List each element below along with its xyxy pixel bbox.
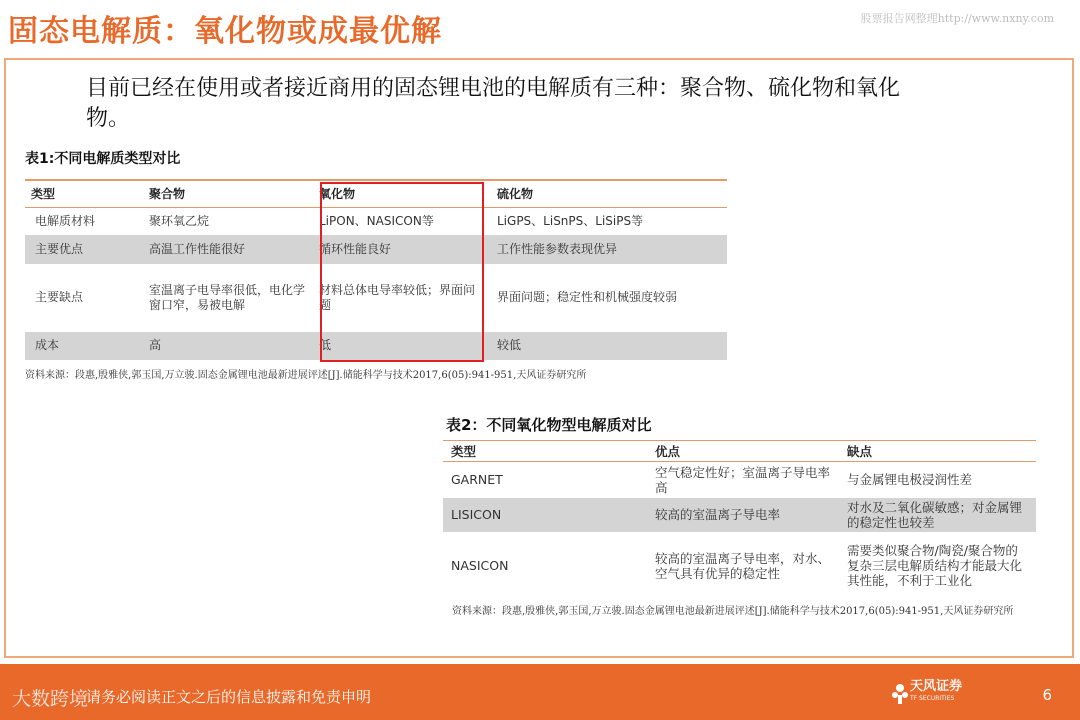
table-cell: 聚环氧乙烷 bbox=[149, 213, 210, 228]
table-header-cell: 优点 bbox=[645, 441, 839, 462]
tf-securities-logo-icon bbox=[892, 683, 908, 705]
table-cell: 工作性能参数表现优异 bbox=[497, 241, 618, 256]
table-cell: 主要优点 bbox=[35, 241, 84, 256]
table-cell: 高温工作性能很好 bbox=[149, 241, 246, 256]
table-header-cell: 类型 bbox=[443, 441, 645, 462]
table-cell: LISICON bbox=[451, 507, 502, 522]
brand-name: 天风证券 bbox=[910, 679, 963, 694]
table-cell: 与金属锂电极浸润性差 bbox=[847, 472, 973, 488]
table-header-cell: 缺点 bbox=[839, 441, 1036, 462]
table-header-cell: 类型 bbox=[25, 180, 143, 208]
table-header-cell: 氧化物 bbox=[313, 180, 491, 208]
disclaimer-text: 请务必阅读正文之后的信息披露和免责申明 bbox=[86, 688, 372, 706]
table2-source: 资料来源：段惠,殷雅侠,郭玉国,万立骏.固态金属锂电池最新进展评述[J].储能科学与技术2017,6(05):941-951,天风证券研究所 bbox=[452, 606, 1014, 617]
table-cell: 材料总体电导率较低；界面问题 bbox=[319, 282, 476, 312]
table-row bbox=[443, 498, 1036, 532]
table-row bbox=[443, 532, 1036, 600]
page-title: 固态电解质：氧化物或成最优解 bbox=[8, 14, 442, 49]
table-cell: 室温离子电导率很低，电化学窗口窄，易被电解 bbox=[149, 282, 306, 312]
brand-english: TF SECURITIES bbox=[910, 695, 955, 702]
table-cell: 成本 bbox=[35, 338, 60, 352]
table-cell: 空气稳定性好；室温离子导电率高 bbox=[655, 464, 831, 495]
table-cell: 较高的室温离子导电率，对水、空气具有优异的稳定性 bbox=[655, 550, 831, 581]
table-cell: 界面问题；稳定性和机械强度较弱 bbox=[497, 290, 678, 304]
table-cell: LiGPS、LiSnPS、LiSiPS等 bbox=[497, 213, 644, 228]
table-cell: 电解质材料 bbox=[35, 213, 96, 228]
table-cell: 低 bbox=[319, 338, 332, 352]
table-cell: 较高的室温离子导电率 bbox=[655, 507, 781, 522]
table-header-cell: 硫化物 bbox=[491, 180, 727, 208]
table-cell: 较低 bbox=[497, 338, 522, 352]
table-cell: 循环性能良好 bbox=[319, 241, 392, 256]
table-row bbox=[443, 462, 1036, 498]
table1-caption: 表1:不同电解质类型对比 bbox=[25, 151, 181, 167]
table2-caption: 表2：不同氧化物型电解质对比 bbox=[446, 416, 652, 434]
brand-block bbox=[910, 681, 962, 705]
oxide-electrolyte-table bbox=[443, 440, 1036, 600]
table-cell: GARNET bbox=[451, 472, 503, 488]
intro-text: 目前已经在使用或者接近商用的固态锂电池的电解质有三种：聚合物、硫化物和氧化物。 bbox=[86, 76, 901, 131]
table-cell: 需要类似聚合物/陶瓷/聚合物的复杂三层电解质结构才能最大化其性能，不利于工业化 bbox=[847, 543, 1023, 588]
oxide-column-highlight bbox=[320, 182, 484, 362]
page-number: 6 bbox=[1042, 686, 1052, 704]
table-cell: 对水及二氧化碳敏感；对金属锂的稳定性也较差 bbox=[847, 499, 1023, 530]
table1-source: 资料来源：段惠,殷雅侠,郭玉国,万立骏.固态金属锂电池最新进展评述[J].储能科学与技术2017,6(05):941-951,天风证券研究所 bbox=[25, 370, 587, 381]
table-cell: 主要缺点 bbox=[35, 290, 84, 304]
table-header-row bbox=[443, 441, 1036, 462]
overlay-watermark: 大数跨境 bbox=[12, 688, 89, 710]
table-cell: LiPON、NASICON等 bbox=[319, 213, 434, 228]
watermark-text: 股票报告网整理http://www.nxny.com bbox=[860, 12, 1054, 25]
table-cell: 高 bbox=[149, 338, 162, 352]
table-cell: NASICON bbox=[451, 558, 509, 573]
table-header-cell: 聚合物 bbox=[143, 180, 313, 208]
